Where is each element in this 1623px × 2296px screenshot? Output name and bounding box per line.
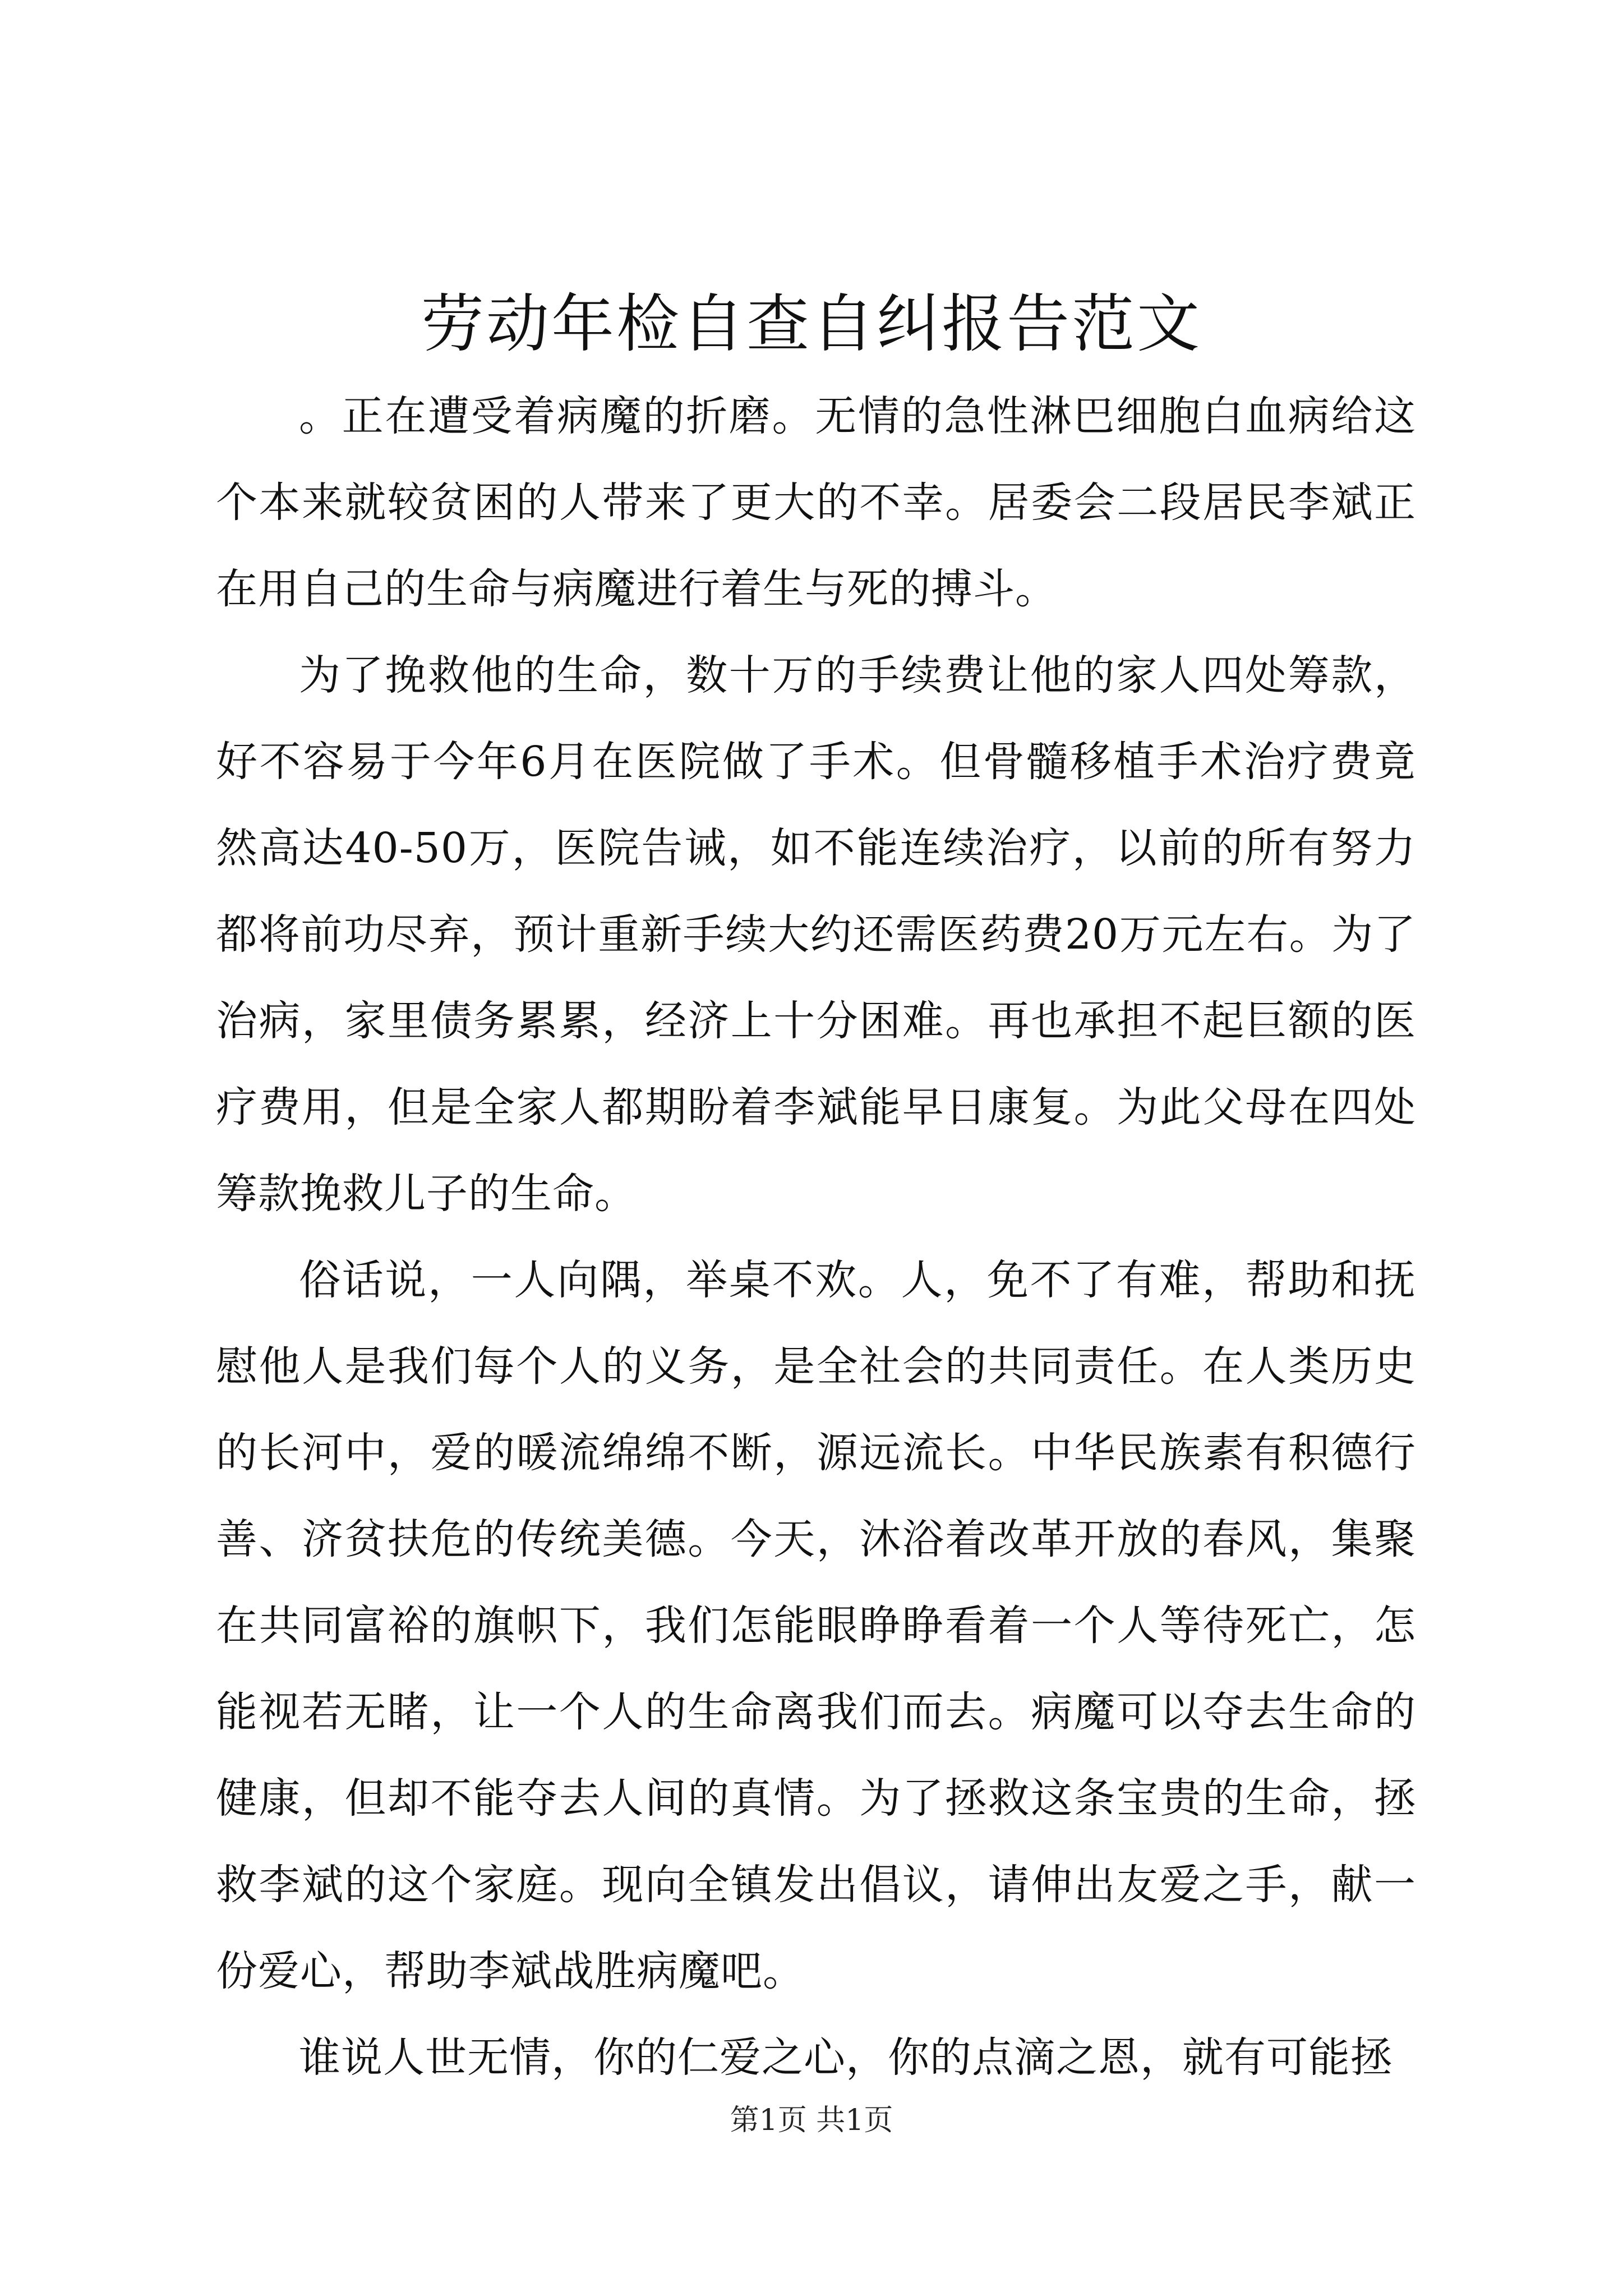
paragraph-4: 谁说人世无情，你的仁爱之心，你的点滴之恩，就有可能拯 bbox=[299, 2033, 1393, 2082]
document-body bbox=[216, 373, 1416, 2101]
document-title: 劳动年检自查自纠报告范文 bbox=[421, 288, 1202, 361]
page-footer: 第1页 共1页 bbox=[730, 2104, 893, 2137]
paragraph-2: 为了挽救他的生命，数十万的手续费让他的家人四处筹款，好不容易于今年6月在医院做了手术。但骨髓移植手术治疗费竟然高达40-50万，医院告诫，如不能连续治疗，以前的所有努力都将前功尽弃，预计重新手续大约还需医药费20万元左右。为了治病，家里债务累累，经济上十分困难。再也承担不起巨额的医疗费用，但是全家人都期盼着李斌能早日康复。为此父母在四处筹款挽救儿子的生命。 bbox=[216, 651, 1416, 1218]
paragraph-1: 。正在遭受着病魔的折磨。无情的急性淋巴细胞白血病给这个本来就较贫困的人带来了更大的不幸。居委会二段居民李斌正在用自己的生命与病魔进行着生与死的搏斗。 bbox=[216, 392, 1416, 613]
paragraph-3: 俗话说，一人向隅，举桌不欢。人，免不了有难，帮助和抚慰他人是我们每个人的义务，是全社会的共同责任。在人类历史的长河中，爱的暖流绵绵不断，源远流长。中华民族素有积德行善、济贫扶危的传统美德。今天，沐浴着改革开放的春风，集聚在共同富裕的旗帜下，我们怎能眼睁睁看着一个人等待死亡，怎能视若无睹，让一个人的生命离我们而去。病魔可以夺去生命的健康，但却不能夺去人间的真情。为了拯救这条宝贵的生命，拯救李斌的这个家庭。现向全镇发出倡议，请伸出友爱之手，献一份爱心，帮助李斌战胜病魔吧。 bbox=[216, 1256, 1416, 1995]
